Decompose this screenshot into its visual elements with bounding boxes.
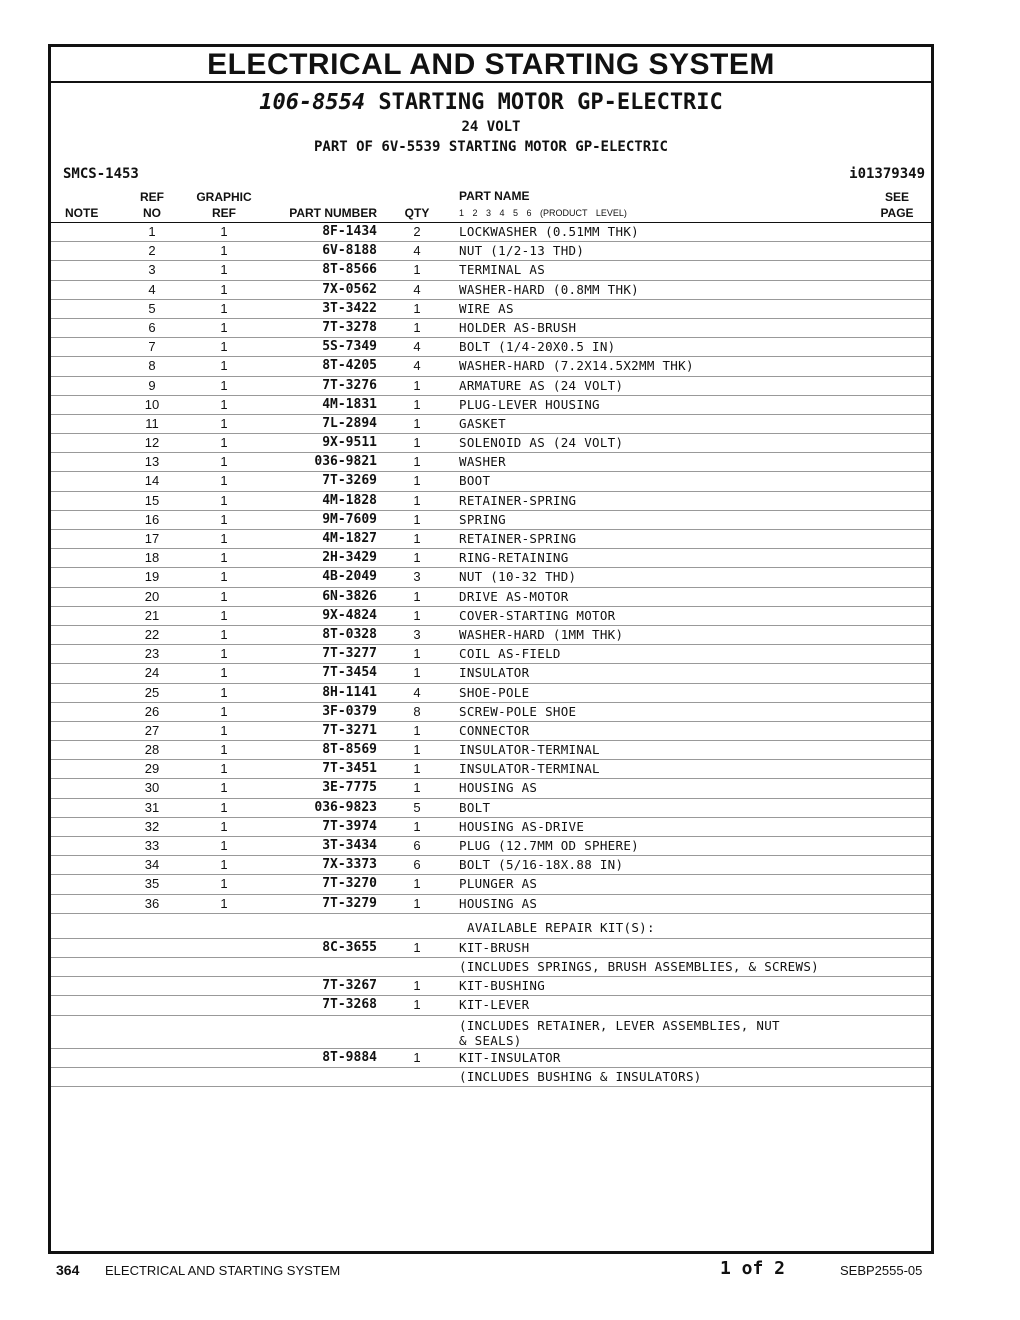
ref-no: 18 <box>144 550 160 566</box>
part-number: 9X-9511 <box>322 435 377 451</box>
graphic-ref: 1 <box>220 358 228 374</box>
ref-no: 28 <box>144 742 160 758</box>
graphic-ref: 1 <box>220 377 228 393</box>
part-name: SHOE-POLE <box>459 684 530 700</box>
quantity: 1 <box>413 895 421 911</box>
part-number: 8T-4205 <box>322 358 377 374</box>
table-row <box>51 261 931 280</box>
graphic-ref: 1 <box>220 588 228 604</box>
ref-no: 22 <box>144 626 160 642</box>
quantity: 1 <box>413 550 421 566</box>
kit-note: (INCLUDES BUSHING & INSULATORS) <box>459 1068 702 1084</box>
graphic-ref: 1 <box>220 818 228 834</box>
quantity: 1 <box>413 818 421 834</box>
part-name: NUT (1/2-13 THD) <box>459 243 585 259</box>
quantity: 1 <box>413 742 421 758</box>
ref-no: 20 <box>144 588 160 604</box>
quantity: 1 <box>413 607 421 623</box>
quantity: 1 <box>413 722 421 738</box>
quantity: 6 <box>413 838 421 853</box>
kit-part-number: 7T-3267 <box>322 978 377 994</box>
graphic-ref: 1 <box>220 415 228 431</box>
part-number: 9X-4824 <box>322 607 377 623</box>
table-row <box>51 588 931 607</box>
graphic-ref: 1 <box>220 319 228 335</box>
part-name: PLUG-LEVER HOUSING <box>459 396 600 412</box>
graphic-ref: 1 <box>220 300 228 316</box>
table-row <box>51 492 931 511</box>
quantity: 5 <box>413 799 421 815</box>
quantity: 1 <box>413 646 421 662</box>
graphic-ref: 1 <box>220 396 228 412</box>
graphic-ref: 1 <box>220 722 228 738</box>
parts-list <box>51 223 931 914</box>
part-number: 7T-3451 <box>322 761 377 777</box>
graphic-ref: 1 <box>220 435 228 451</box>
table-row <box>51 856 931 875</box>
quantity: 1 <box>413 780 421 796</box>
table-row <box>51 549 931 568</box>
part-name: RETAINER-SPRING <box>459 531 577 546</box>
part-number: 7T-3279 <box>322 895 377 911</box>
ref-no: 33 <box>144 838 160 853</box>
part-number: 7T-3278 <box>322 319 377 335</box>
table-row <box>51 530 931 549</box>
ref-no: 23 <box>144 646 160 662</box>
part-name: RETAINER-SPRING <box>459 492 577 508</box>
ref-no: 26 <box>144 703 160 719</box>
header-ref-no: NO <box>143 206 161 220</box>
ref-no: 16 <box>144 511 160 527</box>
graphic-ref: 1 <box>220 531 228 546</box>
part-name: TERMINAL AS <box>459 262 546 278</box>
ref-no: 25 <box>144 684 160 700</box>
group-name: STARTING MOTOR GP-ELECTRIC <box>378 90 723 115</box>
part-name: GASKET <box>459 415 506 431</box>
part-number: 3F-0379 <box>322 703 377 719</box>
table-row <box>51 760 931 779</box>
graphic-ref: 1 <box>220 742 228 758</box>
part-number: 7X-3373 <box>322 857 377 873</box>
kit-part-number: 8C-3655 <box>322 939 377 955</box>
part-name: INSULATOR <box>459 665 530 681</box>
kit-row <box>51 1049 931 1068</box>
ref-no: 2 <box>148 243 156 259</box>
graphic-ref: 1 <box>220 243 228 259</box>
graphic-ref: 1 <box>220 339 228 355</box>
ref-no: 15 <box>144 492 160 508</box>
ref-no: 19 <box>144 569 160 585</box>
graphic-ref: 1 <box>220 684 228 700</box>
graphic-ref: 1 <box>220 665 228 681</box>
table-row <box>51 338 931 357</box>
part-number: 4M-1828 <box>322 492 377 508</box>
quantity: 1 <box>413 454 421 470</box>
table-row <box>51 779 931 798</box>
part-name: NUT (10-32 THD) <box>459 569 577 585</box>
ref-no: 30 <box>144 780 160 796</box>
quantity: 4 <box>413 358 421 374</box>
table-row <box>51 568 931 587</box>
part-name: HOUSING AS-DRIVE <box>459 818 585 834</box>
table-row <box>51 799 931 818</box>
quantity: 1 <box>413 492 421 508</box>
ref-no: 17 <box>144 531 160 546</box>
graphic-ref: 1 <box>220 607 228 623</box>
part-name: PLUNGER AS <box>459 876 538 892</box>
part-name: INSULATOR-TERMINAL <box>459 742 600 758</box>
ref-no: 7 <box>148 339 156 355</box>
quantity: 8 <box>413 703 421 719</box>
quantity: 3 <box>413 569 421 585</box>
header-part-number: PART NUMBER <box>289 206 377 220</box>
part-name: BOLT (1/4-20X0.5 IN) <box>459 339 616 355</box>
part-name: WIRE AS <box>459 300 514 316</box>
table-row <box>51 242 931 261</box>
part-name: COIL AS-FIELD <box>459 646 561 662</box>
ref-no: 27 <box>144 722 160 738</box>
page-of: 1 of 2 <box>720 1258 786 1279</box>
part-number: 7T-3269 <box>322 473 377 489</box>
kit-heading-row <box>51 914 931 939</box>
quantity: 1 <box>413 473 421 489</box>
quantity: 1 <box>413 665 421 681</box>
graphic-ref: 1 <box>220 895 228 911</box>
table-row <box>51 377 931 396</box>
part-name: BOLT (5/16-18X.88 IN) <box>459 857 624 873</box>
part-number: 6V-8188 <box>322 243 377 259</box>
table-row <box>51 396 931 415</box>
graphic-ref: 1 <box>220 799 228 815</box>
kit-note-row <box>51 1016 931 1049</box>
ref-no: 21 <box>144 607 160 623</box>
ref-no: 36 <box>144 895 160 911</box>
kit-qty: 1 <box>413 1049 421 1065</box>
part-number: 7T-3974 <box>322 818 377 834</box>
part-name: HOLDER AS-BRUSH <box>459 319 577 335</box>
graphic-ref: 1 <box>220 761 228 777</box>
kit-name: KIT-BRUSH <box>459 939 530 955</box>
quantity: 1 <box>413 531 421 546</box>
quantity: 1 <box>413 511 421 527</box>
ref-no: 31 <box>144 799 160 815</box>
ref-no: 13 <box>144 454 160 470</box>
part-number: 7T-3454 <box>322 665 377 681</box>
quantity: 1 <box>413 396 421 412</box>
ref-no: 4 <box>148 281 156 297</box>
part-name: PLUG (12.7MM OD SPHERE) <box>459 838 639 853</box>
ref-no: 6 <box>148 319 156 335</box>
kit-row <box>51 996 931 1015</box>
part-number: 4M-1827 <box>322 531 377 546</box>
part-name: HOUSING AS <box>459 780 538 796</box>
table-row <box>51 453 931 472</box>
ref-no: 10 <box>144 396 160 412</box>
page-number: 364 <box>56 1262 80 1278</box>
graphic-ref: 1 <box>220 454 228 470</box>
part-name: BOLT <box>459 799 491 815</box>
graphic-ref: 1 <box>220 511 228 527</box>
illustration-id: i01379349 <box>849 166 925 182</box>
header-ref: REF <box>140 190 164 204</box>
part-number: 8H-1141 <box>322 684 377 700</box>
quantity: 4 <box>413 339 421 355</box>
kit-name: KIT-INSULATOR <box>459 1049 561 1065</box>
part-number: 8F-1434 <box>322 224 377 239</box>
kit-note: & SEALS) <box>459 1032 522 1048</box>
table-row <box>51 741 931 760</box>
kit-row <box>51 977 931 996</box>
quantity: 1 <box>413 588 421 604</box>
kit-name: KIT-BUSHING <box>459 978 546 994</box>
table-row <box>51 281 931 300</box>
table-row <box>51 357 931 376</box>
ref-no: 1 <box>148 224 156 239</box>
part-name: LOCKWASHER (0.51MM THK) <box>459 224 639 239</box>
quantity: 1 <box>413 435 421 451</box>
table-row <box>51 875 931 894</box>
part-name: COVER-STARTING MOTOR <box>459 607 616 623</box>
header-graphic-ref: REF <box>212 206 236 220</box>
quantity: 1 <box>413 262 421 278</box>
graphic-ref: 1 <box>220 473 228 489</box>
part-name: SPRING <box>459 511 506 527</box>
kit-heading: AVAILABLE REPAIR KIT(S): <box>467 919 655 935</box>
ref-no: 3 <box>148 262 156 278</box>
graphic-ref: 1 <box>220 876 228 892</box>
part-name: WASHER-HARD (0.8MM THK) <box>459 281 639 297</box>
kit-row <box>51 939 931 958</box>
group-title <box>51 91 931 115</box>
header-see: SEE <box>884 190 909 204</box>
graphic-ref: 1 <box>220 262 228 278</box>
part-number: 3T-3422 <box>322 300 377 316</box>
doc-id: SEBP2555-05 <box>840 1263 923 1278</box>
header-graphic: GRAPHIC <box>196 190 252 204</box>
kit-name: KIT-LEVER <box>459 997 530 1013</box>
repair-kits <box>51 914 931 1087</box>
quantity: 1 <box>413 377 421 393</box>
part-name: CONNECTOR <box>459 722 530 738</box>
graphic-ref: 1 <box>220 780 228 796</box>
kit-note: (INCLUDES RETAINER, LEVER ASSEMBLIES, NUT <box>459 1017 780 1033</box>
ref-no: 29 <box>144 761 160 777</box>
table-row <box>51 319 931 338</box>
quantity: 3 <box>413 626 421 642</box>
kit-note-row <box>51 1068 931 1087</box>
part-number: 4M-1831 <box>322 396 377 412</box>
graphic-ref: 1 <box>220 857 228 873</box>
kit-note: (INCLUDES SPRINGS, BRUSH ASSEMBLIES, & SCREWS) <box>459 958 819 974</box>
kit-qty: 1 <box>413 997 421 1013</box>
smcs-code: SMCS-1453 <box>63 166 139 182</box>
ref-no: 11 <box>145 415 159 431</box>
quantity: 2 <box>413 224 421 239</box>
part-name: SOLENOID AS (24 VOLT) <box>459 435 624 451</box>
table-row <box>51 645 931 664</box>
part-name: INSULATOR-TERMINAL <box>459 761 600 777</box>
table-row <box>51 684 931 703</box>
table-row <box>51 722 931 741</box>
part-number: 7T-3270 <box>322 876 377 892</box>
footer-section: ELECTRICAL AND STARTING SYSTEM <box>105 1263 341 1278</box>
kit-qty: 1 <box>413 978 421 994</box>
part-name: RING-RETAINING <box>459 550 569 566</box>
table-row <box>51 415 931 434</box>
graphic-ref: 1 <box>220 281 228 297</box>
part-name: HOUSING AS <box>459 895 538 911</box>
table-header <box>51 186 931 223</box>
kit-part-number: 8T-9884 <box>322 1049 377 1065</box>
part-number: 7T-3277 <box>322 646 377 662</box>
table-row <box>51 664 931 683</box>
table-row <box>51 895 931 914</box>
part-number: 3T-3434 <box>322 838 377 853</box>
part-name: BOOT <box>459 473 491 489</box>
section-title: ELECTRICAL AND STARTING SYSTEM <box>51 47 931 83</box>
page-footer <box>56 1258 936 1282</box>
ref-no: 12 <box>144 435 160 451</box>
table-row <box>51 472 931 491</box>
group-voltage: 24 VOLT <box>461 119 521 135</box>
quantity: 1 <box>413 300 421 316</box>
part-number: 4B-2049 <box>322 569 377 585</box>
part-number: 7T-3276 <box>322 377 377 393</box>
ref-no: 8 <box>148 358 156 374</box>
part-name: SCREW-POLE SHOE <box>459 703 577 719</box>
quantity: 1 <box>413 761 421 777</box>
code-line <box>51 164 931 186</box>
part-number: 7T-3271 <box>322 722 377 738</box>
ref-no: 9 <box>148 377 156 393</box>
graphic-ref: 1 <box>220 838 228 853</box>
parts-page-frame <box>48 44 934 1254</box>
part-number: 3E-7775 <box>322 780 377 796</box>
part-number: 9M-7609 <box>322 511 377 527</box>
header-part-name: PART NAME <box>459 189 530 203</box>
group-part-of: PART OF 6V-5539 STARTING MOTOR GP-ELECTRIC <box>313 139 668 155</box>
ref-no: 5 <box>148 300 156 316</box>
graphic-ref: 1 <box>220 550 228 566</box>
ref-no: 14 <box>144 473 160 489</box>
quantity: 6 <box>413 857 421 873</box>
graphic-ref: 1 <box>220 492 228 508</box>
ref-no: 32 <box>144 818 160 834</box>
ref-no: 24 <box>144 665 160 681</box>
table-row <box>51 434 931 453</box>
header-note: NOTE <box>65 206 99 220</box>
part-name: WASHER-HARD (1MM THK) <box>459 626 624 642</box>
graphic-ref: 1 <box>220 646 228 662</box>
part-name: WASHER <box>459 454 506 470</box>
kit-qty: 1 <box>413 939 421 955</box>
header-product-level: 1 2 3 4 5 6 (PRODUCT LEVEL) <box>459 208 627 218</box>
quantity: 4 <box>413 281 421 297</box>
graphic-ref: 1 <box>220 224 228 239</box>
quantity: 1 <box>413 319 421 335</box>
table-row <box>51 703 931 722</box>
graphic-ref: 1 <box>220 703 228 719</box>
part-number: 8T-8569 <box>322 742 377 758</box>
group-number: 106-8554 <box>259 90 366 115</box>
part-number: 8T-8566 <box>322 262 377 278</box>
kit-part-number: 7T-3268 <box>322 997 377 1013</box>
quantity: 1 <box>413 876 421 892</box>
table-row <box>51 511 931 530</box>
quantity: 1 <box>413 415 421 431</box>
header-see-page: PAGE <box>880 206 914 220</box>
part-number: 7L-2894 <box>322 415 377 431</box>
part-number: 8T-0328 <box>322 626 377 642</box>
part-number: 5S-7349 <box>322 339 377 355</box>
quantity: 4 <box>413 243 421 259</box>
table-row <box>51 626 931 645</box>
part-name: DRIVE AS-MOTOR <box>459 588 569 604</box>
ref-no: 34 <box>144 857 160 873</box>
header-qty: QTY <box>404 206 430 220</box>
quantity: 4 <box>413 684 421 700</box>
part-number: 036-9821 <box>314 454 377 470</box>
part-number: 036-9823 <box>314 799 377 815</box>
part-name: ARMATURE AS (24 VOLT) <box>459 377 624 393</box>
part-number: 2H-3429 <box>322 550 377 566</box>
table-row <box>51 300 931 319</box>
kit-note-row <box>51 958 931 977</box>
table-row <box>51 837 931 856</box>
part-name: WASHER-HARD (7.2X14.5X2MM THK) <box>459 358 694 374</box>
part-number: 7X-0562 <box>322 281 377 297</box>
part-number: 6N-3826 <box>322 588 377 604</box>
ref-no: 35 <box>144 876 160 892</box>
graphic-ref: 1 <box>220 626 228 642</box>
table-row <box>51 223 931 242</box>
table-row <box>51 607 931 626</box>
graphic-ref: 1 <box>220 569 228 585</box>
table-row <box>51 818 931 837</box>
